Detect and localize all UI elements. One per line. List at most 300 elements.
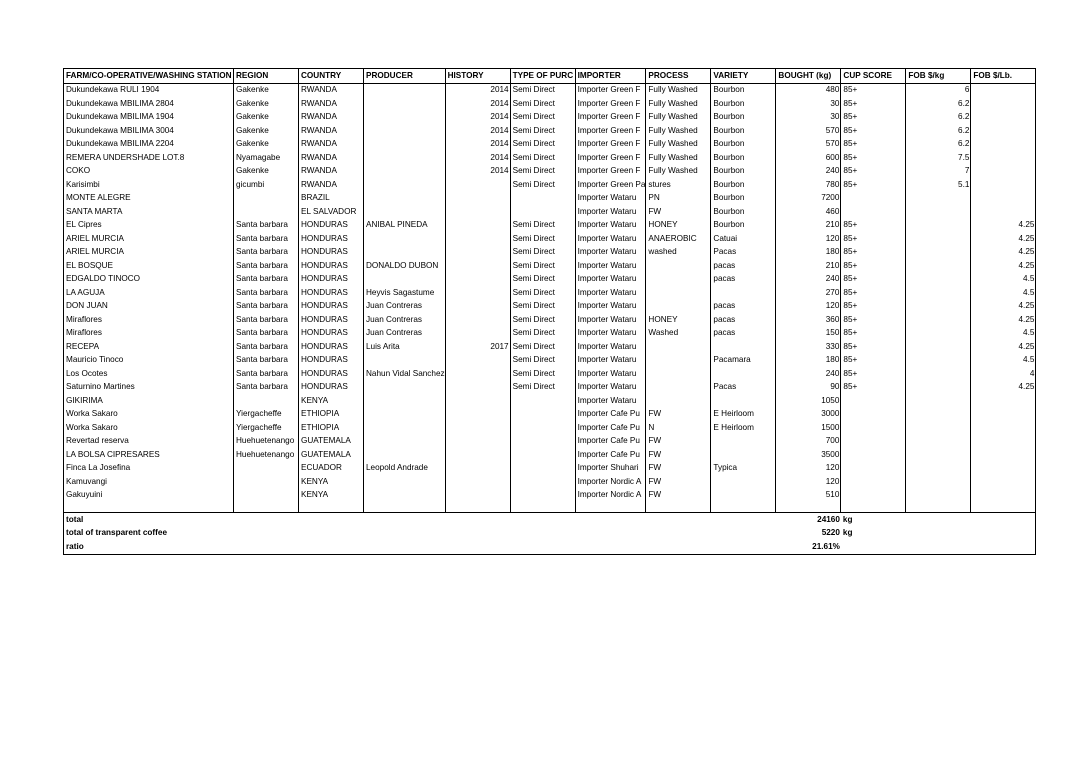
cell-cup-score: 85+ [841, 219, 906, 233]
totals-label: total of transparent coffee [64, 527, 776, 541]
cell-region: Gakenke [234, 83, 299, 97]
table-row [64, 286, 1036, 300]
cell-fob-lb [971, 111, 1036, 125]
cell-producer [364, 138, 446, 152]
cell-purchase-type: Semi Direct [510, 354, 575, 368]
cell-fob-kg [906, 475, 971, 489]
cell-history: 2014 [445, 165, 510, 179]
cell-region: gicumbi [234, 178, 299, 192]
cell-variety: Pacas [711, 381, 776, 395]
cell-process [646, 286, 711, 300]
cell-region: Santa barbara [234, 354, 299, 368]
cell-bought-kg: 3000 [776, 408, 841, 422]
column-header-process: PROCESS [646, 69, 711, 84]
cell-variety: pacas [711, 273, 776, 287]
cell-process: HONEY [646, 313, 711, 327]
cell-fob-lb [971, 462, 1036, 476]
column-header-bought-kg: BOUGHT (kg) [776, 69, 841, 84]
cell-region: Yiergacheffe [234, 408, 299, 422]
cell-variety: Pacamara [711, 354, 776, 368]
cell-country: RWANDA [299, 165, 364, 179]
cell-process: FW [646, 462, 711, 476]
cell-cup-score: 85+ [841, 97, 906, 111]
cell-fob-lb [971, 165, 1036, 179]
cell-history [445, 205, 510, 219]
cell-cup-score [841, 489, 906, 503]
table-row [64, 165, 1036, 179]
cell-purchase-type [510, 448, 575, 462]
column-header-region: REGION [234, 69, 299, 84]
cell-producer [364, 83, 446, 97]
cell-region: Santa barbara [234, 232, 299, 246]
cell-history [445, 475, 510, 489]
cell-region: Santa barbara [234, 327, 299, 341]
cell-importer: Importer Wataru [575, 232, 646, 246]
cell-fob-lb: 4.25 [971, 259, 1036, 273]
cell-farm: Revertad reserva [64, 435, 234, 449]
table-row [64, 219, 1036, 233]
cell-region [234, 394, 299, 408]
cell-history: 2014 [445, 151, 510, 165]
cell-producer [364, 232, 446, 246]
cell-bought-kg: 3500 [776, 448, 841, 462]
cell-importer: Importer Green F [575, 124, 646, 138]
cell-history: 2014 [445, 124, 510, 138]
cell-variety: E Heirloom [711, 408, 776, 422]
cell-bought-kg: 780 [776, 178, 841, 192]
cell-producer: Leopold Andrade [364, 462, 446, 476]
cell-importer: Importer Nordic A [575, 475, 646, 489]
table-row [64, 97, 1036, 111]
cell-farm: EDGALDO TINOCO [64, 273, 234, 287]
cell-purchase-type [510, 408, 575, 422]
cell-producer [364, 381, 446, 395]
table-row [64, 138, 1036, 152]
cell-bought-kg: 360 [776, 313, 841, 327]
cell-producer: DONALDO DUBON [364, 259, 446, 273]
cell-region: Santa barbara [234, 367, 299, 381]
cell-importer: Importer Cafe Pu [575, 448, 646, 462]
cell-country: ETHIOPIA [299, 408, 364, 422]
column-header-variety: VARIETY [711, 69, 776, 84]
cell-country: HONDURAS [299, 367, 364, 381]
cell-importer: Importer Wataru [575, 354, 646, 368]
table-row [64, 435, 1036, 449]
cell-region [234, 205, 299, 219]
cell-cup-score: 85+ [841, 354, 906, 368]
cell-fob-kg [906, 205, 971, 219]
cell-region: Gakenke [234, 97, 299, 111]
cell-history: 2014 [445, 97, 510, 111]
cell-farm: ARIEL MURCIA [64, 232, 234, 246]
cell-process [646, 381, 711, 395]
cell-region [234, 489, 299, 503]
column-header-country: COUNTRY [299, 69, 364, 84]
cell-fob-kg [906, 300, 971, 314]
cell-country: GUATEMALA [299, 448, 364, 462]
cell-region: Santa barbara [234, 259, 299, 273]
cell-cup-score: 85+ [841, 286, 906, 300]
cell-cup-score: 85+ [841, 367, 906, 381]
cell-importer: Importer Wataru [575, 219, 646, 233]
table-row [64, 273, 1036, 287]
cell-purchase-type: Semi Direct [510, 259, 575, 273]
cell-producer [364, 192, 446, 206]
cell-country: GUATEMALA [299, 435, 364, 449]
cell-bought-kg: 30 [776, 111, 841, 125]
cell-farm: RECEPA [64, 340, 234, 354]
cell-fob-lb: 4.25 [971, 381, 1036, 395]
cell-producer: Luis Arita [364, 340, 446, 354]
cell-country: HONDURAS [299, 219, 364, 233]
totals-value: 21.61% [776, 540, 841, 554]
cell-variety: Bourbon [711, 97, 776, 111]
cell-history [445, 367, 510, 381]
table-row [64, 327, 1036, 341]
cell-fob-lb [971, 83, 1036, 97]
cell-variety: Bourbon [711, 111, 776, 125]
cell-fob-kg [906, 273, 971, 287]
cell-region: Santa barbara [234, 313, 299, 327]
cell-purchase-type [510, 394, 575, 408]
cell-bought-kg: 120 [776, 475, 841, 489]
cell-importer: Importer Green F [575, 138, 646, 152]
cell-cup-score: 85+ [841, 151, 906, 165]
cell-fob-kg [906, 192, 971, 206]
cell-purchase-type [510, 462, 575, 476]
cell-country: HONDURAS [299, 340, 364, 354]
cell-cup-score [841, 394, 906, 408]
cell-fob-lb [971, 124, 1036, 138]
cell-cup-score: 85+ [841, 138, 906, 152]
cell-producer [364, 124, 446, 138]
cell-bought-kg: 30 [776, 97, 841, 111]
cell-fob-lb [971, 97, 1036, 111]
cell-fob-lb: 4.25 [971, 313, 1036, 327]
cell-process: HONEY [646, 219, 711, 233]
totals-value: 24160 [776, 513, 841, 527]
cell-variety [711, 435, 776, 449]
cell-country: HONDURAS [299, 327, 364, 341]
cell-history [445, 381, 510, 395]
table-row [64, 300, 1036, 314]
cell-bought-kg: 240 [776, 273, 841, 287]
cell-region: Huehuetenango [234, 448, 299, 462]
cell-fob-lb: 4.25 [971, 300, 1036, 314]
cell-process [646, 394, 711, 408]
column-header-cup-score: CUP SCORE [841, 69, 906, 84]
cell-cup-score: 85+ [841, 300, 906, 314]
cell-farm: LA AGUJA [64, 286, 234, 300]
cell-fob-lb: 4.5 [971, 327, 1036, 341]
cell-variety [711, 340, 776, 354]
cell-purchase-type: Semi Direct [510, 111, 575, 125]
cell-history [445, 448, 510, 462]
cell-bought-kg: 240 [776, 165, 841, 179]
table-row [64, 381, 1036, 395]
cell-history [445, 462, 510, 476]
cell-history [445, 232, 510, 246]
cell-producer: Nahun Vidal Sanchez [364, 367, 446, 381]
cell-producer [364, 165, 446, 179]
cell-country: HONDURAS [299, 354, 364, 368]
cell-variety [711, 489, 776, 503]
cell-fob-lb: 4 [971, 367, 1036, 381]
cell-variety: Bourbon [711, 151, 776, 165]
table-row [64, 448, 1036, 462]
cell-farm: Gakuyuini [64, 489, 234, 503]
totals-row [64, 513, 1036, 527]
cell-process [646, 367, 711, 381]
header-row [64, 69, 1036, 84]
table-row [64, 354, 1036, 368]
cell-country: RWANDA [299, 151, 364, 165]
cell-fob-kg [906, 435, 971, 449]
cell-purchase-type [510, 205, 575, 219]
cell-purchase-type: Semi Direct [510, 340, 575, 354]
cell-country: HONDURAS [299, 286, 364, 300]
cell-fob-lb: 4.5 [971, 273, 1036, 287]
cell-fob-kg [906, 394, 971, 408]
cell-producer [364, 435, 446, 449]
cell-fob-lb [971, 408, 1036, 422]
totals-unit [841, 540, 906, 554]
cell-importer: Importer Wataru [575, 327, 646, 341]
cell-importer: Importer Wataru [575, 192, 646, 206]
cell-history: 2014 [445, 111, 510, 125]
cell-bought-kg: 210 [776, 259, 841, 273]
cell-importer: Importer Shuhari [575, 462, 646, 476]
table-row [64, 408, 1036, 422]
cell-history [445, 246, 510, 260]
cell-fob-kg [906, 462, 971, 476]
cell-variety [711, 286, 776, 300]
cell-process: Fully Washed [646, 97, 711, 111]
column-header-producer: PRODUCER [364, 69, 446, 84]
cell-fob-kg [906, 381, 971, 395]
cell-fob-lb [971, 192, 1036, 206]
column-header-farm: FARM/CO-OPERATIVE/WASHING STATION [64, 69, 234, 84]
cell-history: 2017 [445, 340, 510, 354]
cell-fob-kg [906, 232, 971, 246]
cell-variety: Pacas [711, 246, 776, 260]
table-row [64, 340, 1036, 354]
cell-farm: Dukundekawa MBILIMA 2204 [64, 138, 234, 152]
cell-cup-score: 85+ [841, 273, 906, 287]
cell-country: RWANDA [299, 111, 364, 125]
cell-fob-lb [971, 151, 1036, 165]
table-row [64, 192, 1036, 206]
cell-farm: EL Cipres [64, 219, 234, 233]
cell-purchase-type [510, 421, 575, 435]
cell-cup-score [841, 435, 906, 449]
cell-history [445, 394, 510, 408]
cell-variety: Bourbon [711, 165, 776, 179]
cell-country: ETHIOPIA [299, 421, 364, 435]
cell-bought-kg: 7200 [776, 192, 841, 206]
cell-process: FW [646, 475, 711, 489]
cell-region: Gakenke [234, 124, 299, 138]
cell-purchase-type: Semi Direct [510, 313, 575, 327]
cell-history [445, 300, 510, 314]
cell-farm: REMERA UNDERSHADE LOT.8 [64, 151, 234, 165]
cell-importer: Importer Cafe Pu [575, 408, 646, 422]
cell-variety: Catuai [711, 232, 776, 246]
cell-purchase-type [510, 192, 575, 206]
cell-fob-kg: 7 [906, 165, 971, 179]
cell-importer: Importer Wataru [575, 381, 646, 395]
column-header-importer: IMPORTER [575, 69, 646, 84]
cell-importer: Importer Wataru [575, 367, 646, 381]
cell-purchase-type: Semi Direct [510, 97, 575, 111]
cell-farm: Dukundekawa MBILIMA 1904 [64, 111, 234, 125]
cell-cup-score: 85+ [841, 246, 906, 260]
cell-bought-kg: 570 [776, 138, 841, 152]
cell-importer: Importer Green F [575, 151, 646, 165]
cell-history [445, 192, 510, 206]
cell-importer: Importer Cafe Pu [575, 421, 646, 435]
cell-country: KENYA [299, 489, 364, 503]
cell-bought-kg: 330 [776, 340, 841, 354]
cell-producer: Juan Contreras [364, 313, 446, 327]
cell-fob-kg: 6 [906, 83, 971, 97]
cell-country: BRAZIL [299, 192, 364, 206]
column-header-purchase-type: TYPE OF PURC [510, 69, 575, 84]
cell-fob-kg [906, 286, 971, 300]
cell-producer: Juan Contreras [364, 300, 446, 314]
cell-farm: Finca La Josefina [64, 462, 234, 476]
cell-process: Fully Washed [646, 111, 711, 125]
cell-cup-score [841, 462, 906, 476]
cell-fob-kg [906, 354, 971, 368]
cell-process: FW [646, 448, 711, 462]
cell-cup-score: 85+ [841, 340, 906, 354]
cell-region: Santa barbara [234, 300, 299, 314]
cell-farm: GIKIRIMA [64, 394, 234, 408]
cell-country: KENYA [299, 475, 364, 489]
cell-variety [711, 475, 776, 489]
cell-fob-lb [971, 475, 1036, 489]
cell-fob-kg [906, 313, 971, 327]
cell-importer: Importer Wataru [575, 300, 646, 314]
cell-producer [364, 246, 446, 260]
cell-bought-kg: 1050 [776, 394, 841, 408]
cell-bought-kg: 600 [776, 151, 841, 165]
cell-bought-kg: 1500 [776, 421, 841, 435]
cell-process: Fully Washed [646, 151, 711, 165]
cell-fob-kg: 6.2 [906, 97, 971, 111]
cell-producer: Juan Contreras [364, 327, 446, 341]
cell-fob-lb: 4.5 [971, 286, 1036, 300]
cell-purchase-type: Semi Direct [510, 165, 575, 179]
cell-producer [364, 273, 446, 287]
cell-process [646, 259, 711, 273]
cell-farm: Dukundekawa MBILIMA 3004 [64, 124, 234, 138]
cell-producer [364, 178, 446, 192]
cell-farm: Miraflores [64, 313, 234, 327]
cell-producer [364, 111, 446, 125]
cell-fob-kg [906, 408, 971, 422]
cell-variety: E Heirloom [711, 421, 776, 435]
cell-country: HONDURAS [299, 313, 364, 327]
cell-purchase-type: Semi Direct [510, 327, 575, 341]
cell-history [445, 489, 510, 503]
table-row [64, 394, 1036, 408]
cell-cup-score [841, 421, 906, 435]
table-row [64, 124, 1036, 138]
cell-variety: Bourbon [711, 124, 776, 138]
cell-process: FW [646, 435, 711, 449]
cell-bought-kg: 460 [776, 205, 841, 219]
cell-variety [711, 448, 776, 462]
cell-purchase-type [510, 475, 575, 489]
cell-bought-kg: 180 [776, 246, 841, 260]
table-row [64, 489, 1036, 503]
cell-fob-lb: 4.25 [971, 219, 1036, 233]
cell-fob-lb [971, 489, 1036, 503]
cell-purchase-type: Semi Direct [510, 246, 575, 260]
cell-purchase-type [510, 435, 575, 449]
cell-country: HONDURAS [299, 259, 364, 273]
cell-history [445, 313, 510, 327]
spacer-row [64, 502, 1036, 513]
cell-producer: ANIBAL PINEDA [364, 219, 446, 233]
cell-bought-kg: 270 [776, 286, 841, 300]
cell-farm: SANTA MARTA [64, 205, 234, 219]
table-row [64, 259, 1036, 273]
cell-producer: Heyvis Sagastume [364, 286, 446, 300]
cell-fob-kg [906, 219, 971, 233]
cell-cup-score: 85+ [841, 111, 906, 125]
cell-process: Fully Washed [646, 138, 711, 152]
cell-country: RWANDA [299, 97, 364, 111]
totals-blank [906, 513, 1036, 527]
totals-label: total [64, 513, 776, 527]
cell-region: Santa barbara [234, 246, 299, 260]
cell-country: RWANDA [299, 83, 364, 97]
cell-process [646, 340, 711, 354]
cell-farm: COKO [64, 165, 234, 179]
cell-cup-score: 85+ [841, 313, 906, 327]
cell-farm: Karisimbi [64, 178, 234, 192]
cell-farm: MONTE ALEGRE [64, 192, 234, 206]
cell-fob-lb: 4.25 [971, 232, 1036, 246]
table-row [64, 178, 1036, 192]
cell-fob-kg: 5.1 [906, 178, 971, 192]
cell-region [234, 475, 299, 489]
cell-producer [364, 489, 446, 503]
cell-bought-kg: 510 [776, 489, 841, 503]
cell-region [234, 192, 299, 206]
cell-importer: Importer Wataru [575, 286, 646, 300]
cell-cup-score: 85+ [841, 83, 906, 97]
cell-country: ECUADOR [299, 462, 364, 476]
cell-importer: Importer Wataru [575, 394, 646, 408]
cell-variety: pacas [711, 259, 776, 273]
cell-bought-kg: 120 [776, 232, 841, 246]
column-header-fob-lb: FOB $/Lb. [971, 69, 1036, 84]
cell-farm: DON JUAN [64, 300, 234, 314]
cell-importer: Importer Wataru [575, 259, 646, 273]
cell-purchase-type: Semi Direct [510, 286, 575, 300]
cell-country: HONDURAS [299, 300, 364, 314]
table-row [64, 205, 1036, 219]
cell-purchase-type: Semi Direct [510, 219, 575, 233]
cell-bought-kg: 180 [776, 354, 841, 368]
cell-variety: Bourbon [711, 219, 776, 233]
cell-purchase-type: Semi Direct [510, 124, 575, 138]
cell-region: Santa barbara [234, 273, 299, 287]
